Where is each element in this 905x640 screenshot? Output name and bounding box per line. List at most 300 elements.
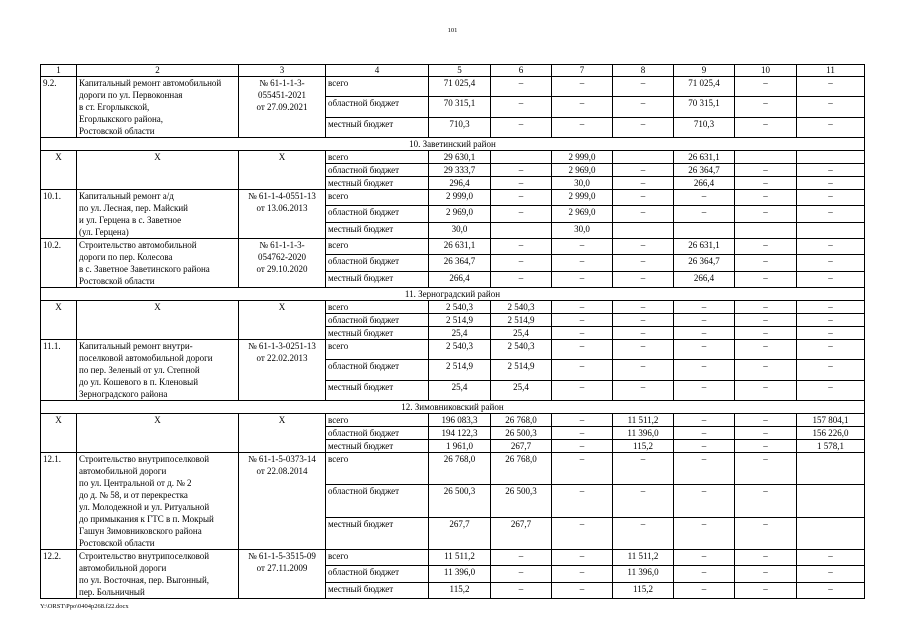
amount-cell: –: [552, 380, 613, 400]
amount-cell: –: [735, 582, 797, 598]
amount-cell: 2 540,3: [491, 340, 552, 360]
object-name-line: до примыкания к ГТС в п. Мокрый: [79, 514, 214, 524]
amount-cell: –: [797, 239, 865, 255]
amount-cell: 26 500,3: [491, 427, 552, 440]
object-name-line: поселковой автомобильной дороги: [79, 353, 213, 363]
object-name: [77, 301, 239, 340]
amount-cell: –: [491, 206, 552, 222]
amount-cell: 2 540,3: [429, 340, 491, 360]
amount-cell: 2 514,9: [429, 360, 491, 380]
object-name-line: Ростовской области: [79, 126, 155, 136]
amount-cell: 2 999,0: [552, 190, 613, 206]
object-name-line: автомобильной дороги: [79, 466, 167, 476]
budget-source: местный бюджет: [326, 517, 429, 549]
amount-cell: –: [674, 550, 735, 566]
document-line: № 61-1-1-3-: [259, 240, 305, 250]
district-title: 12. Зимовниковский район: [41, 401, 865, 414]
object-name-line: Ростовской области: [79, 276, 155, 286]
object-name-line: Х: [154, 302, 161, 312]
budget-source: всего: [326, 190, 429, 206]
amount-cell: 115,2: [429, 582, 491, 598]
amount-cell: 11 511,2: [613, 414, 674, 427]
amount-cell: –: [613, 190, 674, 206]
amount-cell: 71 025,4: [674, 77, 735, 97]
amount-cell: –: [613, 485, 674, 517]
object-name-line: в с. Заветное Заветинского района: [79, 264, 210, 274]
amount-cell: –: [674, 206, 735, 222]
budget-source: областной бюджет: [326, 485, 429, 517]
budget-source: местный бюджет: [326, 380, 429, 400]
amount-cell: 2 969,0: [552, 206, 613, 222]
amount-cell: 11 396,0: [429, 566, 491, 582]
amount-cell: –: [735, 427, 797, 440]
amount-cell: –: [797, 190, 865, 206]
object-name-line: Егорлыкского района,: [79, 114, 164, 124]
amount-cell: –: [735, 239, 797, 255]
amount-cell: 2 969,0: [552, 164, 613, 177]
amount-cell: 296,4: [429, 177, 491, 190]
budget-source: областной бюджет: [326, 97, 429, 117]
budget-source: областной бюджет: [326, 255, 429, 271]
amount-cell: –: [674, 453, 735, 485]
amount-cell: –: [552, 340, 613, 360]
amount-cell: [797, 151, 865, 164]
amount-cell: –: [797, 97, 865, 117]
expertise-document: [239, 550, 326, 599]
table-row: [41, 453, 865, 485]
amount-cell: –: [735, 177, 797, 190]
amount-cell: 115,2: [613, 440, 674, 453]
amount-cell: –: [552, 327, 613, 340]
object-name-line: Гашун Зимовниковского района: [79, 526, 202, 536]
amount-cell: 26 500,3: [429, 485, 491, 517]
budget-source: областной бюджет: [326, 314, 429, 327]
object-name-line: автомобильной дороги: [79, 563, 167, 573]
amount-cell: –: [797, 206, 865, 222]
amount-cell: –: [491, 190, 552, 206]
amount-cell: 11 511,2: [429, 550, 491, 566]
amount-cell: 196 083,3: [429, 414, 491, 427]
amount-cell: –: [491, 177, 552, 190]
document-line: Х: [278, 415, 286, 425]
budget-source: всего: [326, 77, 429, 97]
budget-source: областной бюджет: [326, 360, 429, 380]
amount-cell: –: [735, 314, 797, 327]
amount-cell: 25,4: [429, 327, 491, 340]
column-number: 3: [239, 65, 326, 77]
object-name-line: Капитальный ремонт внутри-: [79, 341, 193, 351]
amount-cell: –: [491, 77, 552, 97]
amount-cell: –: [613, 239, 674, 255]
object-name-line: по пер. Зеленый от ул. Степной: [79, 365, 200, 375]
column-number: 4: [326, 65, 429, 77]
amount-cell: –: [613, 271, 674, 287]
document-line: № 61-1-3-0251-13: [248, 341, 316, 351]
expertise-document: [239, 151, 326, 190]
amount-cell: –: [552, 239, 613, 255]
item-number: 12.1.: [41, 453, 77, 550]
expertise-document: [239, 340, 326, 401]
object-name: [77, 190, 239, 239]
district-title: 11. Зерноградский район: [41, 288, 865, 301]
amount-cell: 26 364,7: [674, 164, 735, 177]
district-section-row: [41, 288, 865, 301]
amount-cell: 26 364,7: [674, 255, 735, 271]
object-name-line: ул. Молодежной и ул. Ритуальной: [79, 502, 210, 512]
budget-source: всего: [326, 301, 429, 314]
object-name-line: до ул. Кошевого в п. Кленовый: [79, 377, 199, 387]
object-name-line: пер. Больничный: [79, 587, 145, 597]
item-number: Х: [41, 301, 77, 340]
amount-cell: –: [735, 414, 797, 427]
amount-cell: [797, 453, 865, 485]
expertise-document: [239, 77, 326, 138]
document-line: от 29.10.2020: [256, 264, 308, 274]
item-number: 12.2.: [41, 550, 77, 599]
amount-cell: 26 631,1: [674, 151, 735, 164]
amount-cell: –: [613, 255, 674, 271]
amount-cell: 266,4: [674, 177, 735, 190]
amount-cell: [674, 222, 735, 238]
budget-source: всего: [326, 151, 429, 164]
amount-cell: 266,4: [674, 271, 735, 287]
expertise-document: [239, 239, 326, 288]
amount-cell: 70 315,1: [429, 97, 491, 117]
amount-cell: 25,4: [429, 380, 491, 400]
amount-cell: –: [491, 117, 552, 137]
budget-source: областной бюджет: [326, 164, 429, 177]
budget-source: областной бюджет: [326, 427, 429, 440]
budget-source: местный бюджет: [326, 177, 429, 190]
object-name-line: Строительство автомобильной: [79, 240, 197, 250]
amount-cell: –: [797, 164, 865, 177]
amount-cell: 2 514,9: [491, 360, 552, 380]
amount-cell: –: [797, 360, 865, 380]
amount-cell: –: [797, 177, 865, 190]
document-line: № 61-1-5-0373-14: [248, 454, 316, 464]
table-row: [41, 190, 865, 206]
amount-cell: –: [552, 271, 613, 287]
amount-cell: 194 122,3: [429, 427, 491, 440]
amount-cell: –: [613, 77, 674, 97]
amount-cell: 29 333,7: [429, 164, 491, 177]
amount-cell: –: [674, 360, 735, 380]
amount-cell: –: [613, 360, 674, 380]
amount-cell: 2 999,0: [429, 190, 491, 206]
object-name-line: Капитальный ремонт а/д: [79, 191, 174, 201]
column-number: 10: [735, 65, 797, 77]
district-section-row: [41, 138, 865, 151]
object-name: [77, 453, 239, 550]
item-number: 9.2.: [41, 77, 77, 138]
document-line: № 61-1-4-0551-13: [248, 191, 316, 201]
amount-cell: –: [735, 550, 797, 566]
amount-cell: [735, 151, 797, 164]
amount-cell: –: [613, 327, 674, 340]
amount-cell: 26 768,0: [429, 453, 491, 485]
amount-cell: –: [674, 327, 735, 340]
object-name-line: Ростовской области: [79, 538, 155, 548]
amount-cell: –: [735, 517, 797, 549]
object-name-line: по ул. Восточная, пер. Выгонный,: [79, 575, 210, 585]
amount-cell: –: [613, 314, 674, 327]
column-number: 2: [77, 65, 239, 77]
amount-cell: –: [735, 485, 797, 517]
budget-source: областной бюджет: [326, 206, 429, 222]
amount-cell: –: [797, 271, 865, 287]
object-name: [77, 77, 239, 138]
table-row: [41, 301, 865, 314]
column-number: 6: [491, 65, 552, 77]
amount-cell: –: [613, 340, 674, 360]
amount-cell: –: [797, 327, 865, 340]
expertise-document: [239, 301, 326, 340]
amount-cell: –: [735, 206, 797, 222]
amount-cell: –: [613, 301, 674, 314]
table-row: [41, 77, 865, 97]
amount-cell: –: [552, 117, 613, 137]
amount-cell: –: [552, 97, 613, 117]
amount-cell: –: [674, 566, 735, 582]
district-section-row: [41, 401, 865, 414]
table-row: [41, 414, 865, 427]
amount-cell: 1 961,0: [429, 440, 491, 453]
amount-cell: –: [674, 190, 735, 206]
file-path-footer: Y:\ORST\Ppo\0404p268.f22.docx: [40, 603, 129, 610]
object-name: [77, 239, 239, 288]
amount-cell: –: [674, 517, 735, 549]
amount-cell: 26 631,1: [429, 239, 491, 255]
budget-source: всего: [326, 453, 429, 485]
amount-cell: [491, 222, 552, 238]
document-line: 054762-2020: [258, 252, 306, 262]
item-number: 10.2.: [41, 239, 77, 288]
amount-cell: –: [491, 550, 552, 566]
object-name-line: дороги по пер. Колесова: [79, 252, 173, 262]
document-line: 055451-2021: [258, 90, 306, 100]
object-name: [77, 550, 239, 599]
amount-cell: [613, 151, 674, 164]
amount-cell: –: [674, 440, 735, 453]
amount-cell: –: [552, 440, 613, 453]
amount-cell: –: [735, 77, 797, 97]
amount-cell: –: [613, 206, 674, 222]
amount-cell: 11 396,0: [613, 427, 674, 440]
amount-cell: 2 540,3: [429, 301, 491, 314]
table-row: [41, 550, 865, 566]
amount-cell: –: [491, 271, 552, 287]
table-row: [41, 340, 865, 360]
amount-cell: –: [552, 453, 613, 485]
item-number: 11.1.: [41, 340, 77, 401]
amount-cell: 11 396,0: [613, 566, 674, 582]
amount-cell: 25,4: [491, 327, 552, 340]
amount-cell: 29 630,1: [429, 151, 491, 164]
amount-cell: –: [797, 117, 865, 137]
document-line: от 27.11.2009: [256, 563, 308, 573]
amount-cell: [491, 151, 552, 164]
column-number: 9: [674, 65, 735, 77]
amount-cell: 266,4: [429, 271, 491, 287]
amount-cell: –: [735, 340, 797, 360]
budget-table: [40, 64, 865, 599]
amount-cell: 26 364,7: [429, 255, 491, 271]
amount-cell: –: [797, 301, 865, 314]
expertise-document: [239, 414, 326, 453]
amount-cell: 267,7: [491, 517, 552, 549]
amount-cell: –: [674, 582, 735, 598]
amount-cell: –: [613, 517, 674, 549]
amount-cell: 30,0: [552, 222, 613, 238]
expertise-document: [239, 190, 326, 239]
budget-source: местный бюджет: [326, 222, 429, 238]
budget-source: местный бюджет: [326, 327, 429, 340]
object-name-line: Зерноградского района: [79, 389, 168, 399]
amount-cell: –: [613, 97, 674, 117]
amount-cell: 26 768,0: [491, 453, 552, 485]
amount-cell: 26 631,1: [674, 239, 735, 255]
object-name-line: Х: [154, 152, 161, 162]
document-line: Х: [278, 152, 286, 162]
document-line: от 22.08.2014: [256, 466, 308, 476]
object-name-line: (ул. Герцена): [79, 227, 129, 237]
amount-cell: –: [735, 255, 797, 271]
amount-cell: 71 025,4: [429, 77, 491, 97]
amount-cell: 710,3: [674, 117, 735, 137]
amount-cell: 267,7: [429, 517, 491, 549]
amount-cell: [797, 222, 865, 238]
object-name-line: Строительство внутрипоселковой: [79, 454, 210, 464]
amount-cell: –: [552, 485, 613, 517]
object-name: [77, 340, 239, 401]
budget-source: местный бюджет: [326, 440, 429, 453]
amount-cell: [735, 222, 797, 238]
object-name-line: дороги по ул. Первоконная: [79, 90, 183, 100]
document-line: от 22.02.2013: [256, 353, 308, 363]
object-name: [77, 151, 239, 190]
amount-cell: –: [613, 380, 674, 400]
budget-source: всего: [326, 239, 429, 255]
amount-cell: 1 578,1: [797, 440, 865, 453]
table-row: [41, 239, 865, 255]
amount-cell: –: [735, 360, 797, 380]
amount-cell: 2 969,0: [429, 206, 491, 222]
amount-cell: –: [674, 340, 735, 360]
amount-cell: –: [735, 301, 797, 314]
column-number: 11: [797, 65, 865, 77]
budget-source: всего: [326, 340, 429, 360]
budget-source: местный бюджет: [326, 582, 429, 598]
budget-source: местный бюджет: [326, 271, 429, 287]
amount-cell: –: [674, 314, 735, 327]
object-name: [77, 414, 239, 453]
amount-cell: –: [552, 427, 613, 440]
amount-cell: –: [674, 414, 735, 427]
amount-cell: –: [552, 414, 613, 427]
document-line: № 61-1-5-3515-09: [248, 551, 316, 561]
amount-cell: 25,4: [491, 380, 552, 400]
budget-source: всего: [326, 414, 429, 427]
amount-cell: –: [552, 550, 613, 566]
object-name-line: в ст. Егорлыкской,: [79, 102, 150, 112]
amount-cell: 30,0: [552, 177, 613, 190]
amount-cell: –: [797, 380, 865, 400]
budget-source: областной бюджет: [326, 566, 429, 582]
amount-cell: –: [735, 117, 797, 137]
amount-cell: –: [735, 190, 797, 206]
item-number: Х: [41, 414, 77, 453]
object-name-line: Строительство внутрипоселковой: [79, 551, 210, 561]
amount-cell: –: [674, 485, 735, 517]
amount-cell: –: [735, 566, 797, 582]
amount-cell: –: [797, 582, 865, 598]
amount-cell: –: [552, 77, 613, 97]
amount-cell: –: [552, 517, 613, 549]
amount-cell: –: [797, 340, 865, 360]
document-line: Х: [278, 302, 286, 312]
amount-cell: –: [674, 301, 735, 314]
amount-cell: –: [552, 566, 613, 582]
object-name-line: Капитальный ремонт автомобильной: [79, 78, 222, 88]
amount-cell: –: [491, 97, 552, 117]
amount-cell: –: [491, 239, 552, 255]
document-line: от 27.09.2021: [256, 102, 308, 112]
amount-cell: –: [674, 380, 735, 400]
amount-cell: 156 226,0: [797, 427, 865, 440]
item-number: 10.1.: [41, 190, 77, 239]
amount-cell: [613, 222, 674, 238]
amount-cell: –: [797, 314, 865, 327]
budget-source: всего: [326, 550, 429, 566]
column-number: 7: [552, 65, 613, 77]
object-name-line: и ул. Герцена в с. Заветное: [79, 215, 182, 225]
amount-cell: –: [613, 117, 674, 137]
amount-cell: –: [797, 550, 865, 566]
column-number: 5: [429, 65, 491, 77]
document-line: от 13.06.2013: [256, 203, 308, 213]
amount-cell: 2 999,0: [552, 151, 613, 164]
amount-cell: 115,2: [613, 582, 674, 598]
district-title: 10. Заветинский район: [41, 138, 865, 151]
amount-cell: –: [797, 255, 865, 271]
amount-cell: 157 804,1: [797, 414, 865, 427]
amount-cell: –: [735, 380, 797, 400]
object-name-line: до д. № 58, и от перекрестка: [79, 490, 188, 500]
item-number: Х: [41, 151, 77, 190]
object-name-line: по ул. Центральной от д. № 2: [79, 478, 192, 488]
amount-cell: –: [735, 164, 797, 177]
amount-cell: –: [552, 582, 613, 598]
amount-cell: –: [735, 97, 797, 117]
amount-cell: –: [552, 314, 613, 327]
amount-cell: –: [735, 453, 797, 485]
amount-cell: 2 514,9: [429, 314, 491, 327]
amount-cell: –: [491, 566, 552, 582]
expertise-document: [239, 453, 326, 550]
amount-cell: –: [797, 77, 865, 97]
column-number-row: [41, 65, 865, 77]
amount-cell: 26 768,0: [491, 414, 552, 427]
column-number: 1: [41, 65, 77, 77]
amount-cell: –: [613, 177, 674, 190]
amount-cell: [797, 485, 865, 517]
amount-cell: 710,3: [429, 117, 491, 137]
amount-cell: –: [735, 271, 797, 287]
amount-cell: 267,7: [491, 440, 552, 453]
object-name-line: по ул. Лесная, пер. Майский: [79, 203, 188, 213]
table-body: [41, 65, 865, 599]
amount-cell: –: [491, 255, 552, 271]
